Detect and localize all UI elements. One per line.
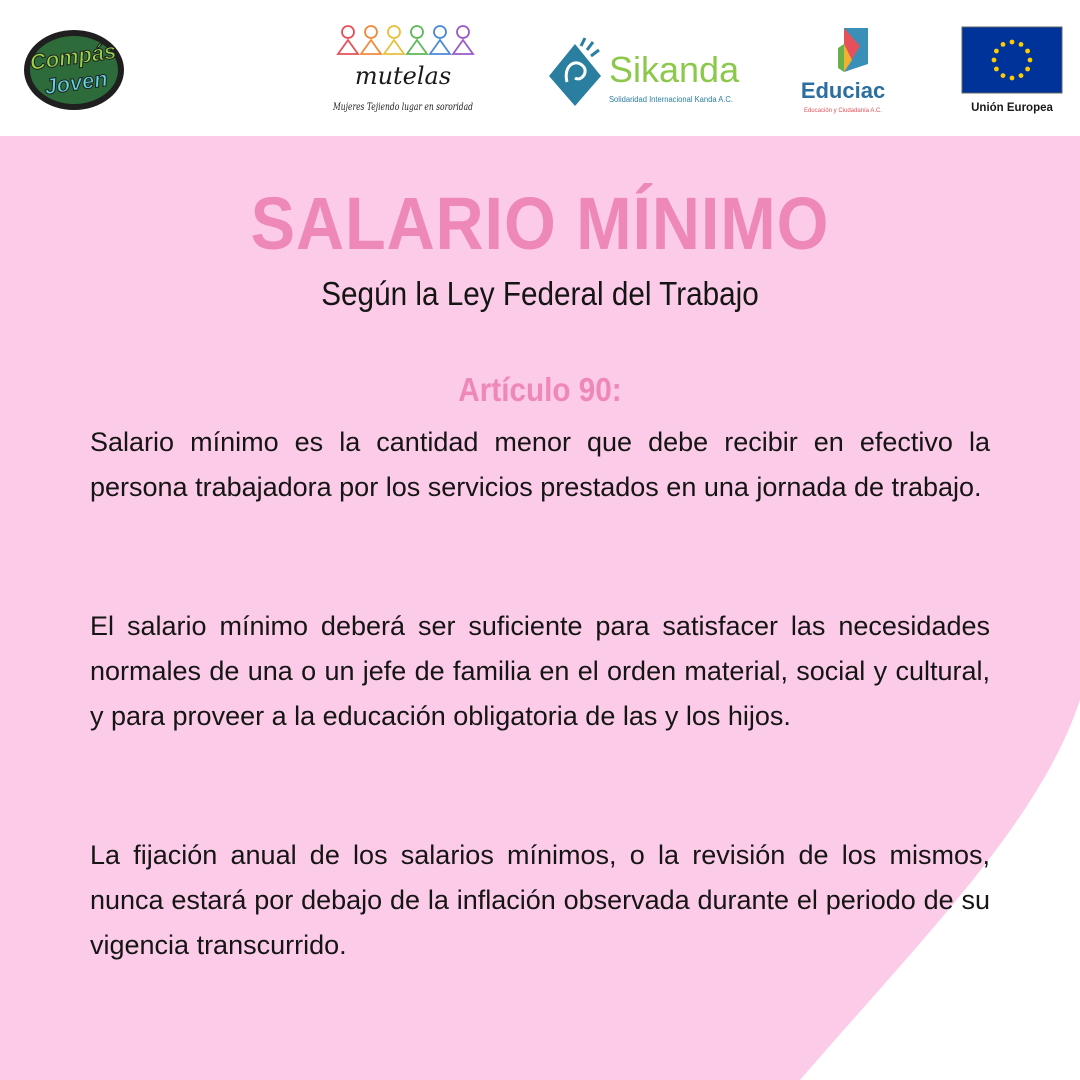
paragraph-3: La fijación anual de los salarios mínimos, o la revisión de los mismos, nunca estará por debajo de la inflación observada durante el periodo de su vigencia transcurrido.: [90, 840, 990, 960]
logo-bar: [0, 0, 1080, 136]
compas-joven-line1: Compás: [28, 38, 118, 75]
educiac-tagline: Educación y Ciudadanía A.C.: [803, 108, 883, 114]
page-subtitle: Según la Ley Federal del Trabajo: [321, 275, 759, 312]
paragraph-2: El salario mínimo deberá ser suficiente para satisfacer las necesidades normales de una o un jefe de familia en el orden material, social y cultural, y para proveer a la educación obligatoria de las y los hijos.: [90, 611, 990, 731]
page-title: SALARIO MÍNIMO: [250, 182, 830, 265]
mutelas-logo: [330, 22, 480, 118]
sikanda-name: Sikanda: [609, 49, 740, 90]
compas-joven-logo: [22, 24, 126, 114]
educiac-emblem-icon: [838, 28, 868, 72]
union-europea-label: Unión Europea: [971, 102, 1053, 114]
eu-flag-icon: [962, 27, 1062, 93]
article-heading: Artículo 90:: [458, 371, 622, 408]
compas-joven-line2: Joven: [42, 65, 110, 100]
mutelas-tagline: Mujeres Tejiendo lugar en sororidad: [332, 102, 473, 113]
mutelas-name: mutelas: [354, 62, 452, 90]
paragraph-1: Salario mínimo es la cantidad menor que debe recibir en efectivo la persona trabajadora por los servicios prestados en una jornada de trabajo.: [90, 427, 990, 502]
sikanda-logo: [545, 36, 740, 108]
educiac-name: Educiac: [800, 78, 886, 103]
mutelas-figures-icon: [338, 26, 473, 54]
educiac-logo: [798, 24, 888, 118]
sikanda-hand-icon: [549, 38, 601, 106]
sikanda-tagline: Solidaridad Internacional Kanda A.C.: [609, 95, 733, 104]
union-europea-logo: [960, 27, 1064, 117]
